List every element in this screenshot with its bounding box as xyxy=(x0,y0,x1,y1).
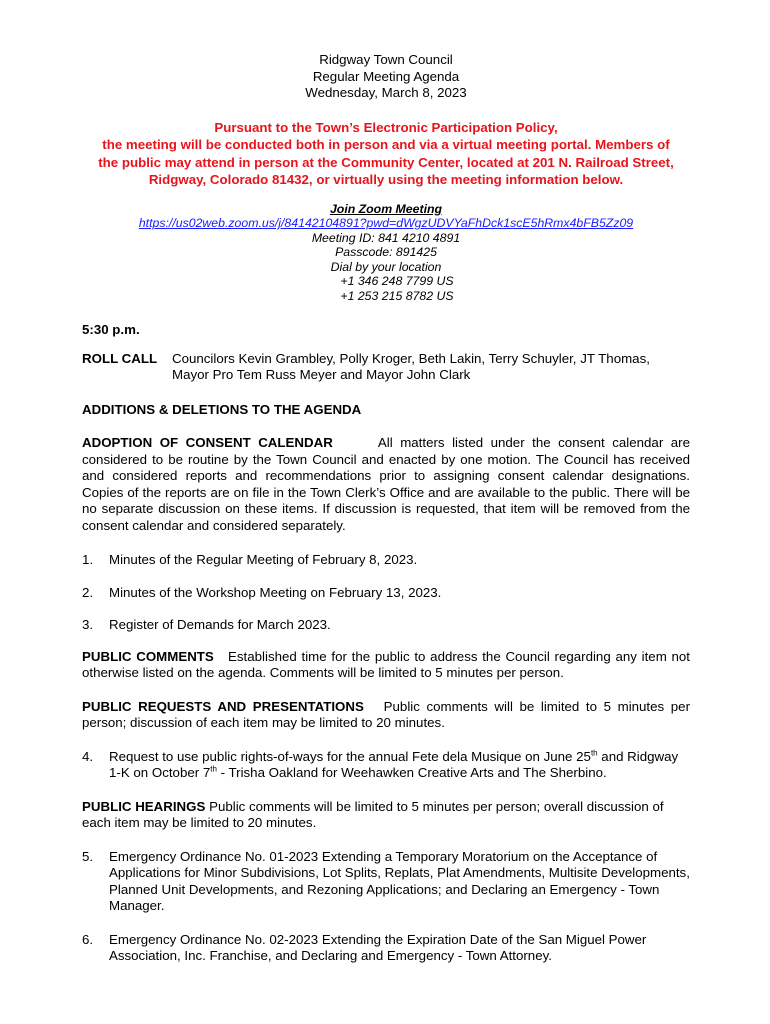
public-hearings-heading: PUBLIC HEARINGS xyxy=(82,798,206,814)
public-comments-heading: PUBLIC COMMENTS xyxy=(82,648,214,664)
roll-call-names: Councilors Kevin Grambley, Polly Kroger, Beth Lakin, Terry Schuyler, JT Thomas, xyxy=(172,350,650,366)
item-number: 2. xyxy=(82,584,94,600)
roll-call-names: Mayor Pro Tem Russ Meyer and Mayor John Clark xyxy=(172,367,471,383)
item-text: Emergency Ordinance No. 01-2023 Extending a Temporary Moratorium on the Acceptance of Applications for Minor Subdivisions, Lot Splits, Replats, Plat Amendments, Multisite Developments, Planned Unit Developments, and Rezoning Applications; and Declaring an Emergency - Town Manager. xyxy=(109,848,690,914)
item-text: Emergency Ordinance No. 02-2023 Extending the Expiration Date of the San Miguel Power Association, Inc. Franchise, and Declaring and Emergency - Town Attorney. xyxy=(109,931,647,964)
org-name: Ridgway Town Council xyxy=(319,52,453,67)
list-item xyxy=(82,585,690,602)
consent-calendar xyxy=(82,435,690,534)
item-text: Minutes of the Workshop Meeting on February 13, 2023. xyxy=(109,584,442,600)
item-number: 5. xyxy=(82,848,94,864)
zoom-heading: Join Zoom Meeting xyxy=(329,201,443,216)
zoom-dial-label: Dial by your location xyxy=(330,259,442,274)
public-requests-heading: PUBLIC REQUESTS AND PRESENTATIONS xyxy=(82,698,364,714)
ordinal-suffix: th xyxy=(590,748,598,758)
list-item xyxy=(82,849,690,915)
item-text-part: - Trisha Oakland for Weehawken Creative Arts and The Sherbino. xyxy=(216,765,607,781)
item-number: 3. xyxy=(82,617,94,633)
list-item xyxy=(82,617,690,634)
roll-call xyxy=(82,351,690,384)
roll-call-label: ROLL CALL xyxy=(82,350,158,366)
public-requests-text: Public comments will be limited to 5 minutes per person; discussion of each item may be limited to 20 minutes. xyxy=(82,698,690,731)
zoom-info xyxy=(82,202,690,304)
meeting-date: Wednesday, March 8, 2023 xyxy=(305,85,467,100)
public-requests xyxy=(82,699,690,732)
item-number: 4. xyxy=(82,748,94,764)
consent-heading: ADOPTION OF CONSENT CALENDAR xyxy=(82,435,333,451)
notice-line: Ridgway, Colorado 81432, or virtually using the meeting information below. xyxy=(148,172,624,187)
item-text: Minutes of the Regular Meeting of February 8, 2023. xyxy=(109,552,418,568)
public-comments xyxy=(82,649,690,682)
item-text xyxy=(109,749,690,782)
item-number: 6. xyxy=(82,931,94,947)
list-item xyxy=(82,552,690,569)
zoom-phone: +1 253 215 8782 US xyxy=(340,289,454,304)
agenda-header xyxy=(82,52,690,102)
list-item xyxy=(82,749,690,782)
item-text: Register of Demands for March 2023. xyxy=(109,617,331,633)
notice-line: the public may attend in person at the Community Center, located at 201 N. Railroad Street, xyxy=(98,154,674,170)
meeting-type: Regular Meeting Agenda xyxy=(312,68,460,84)
public-hearings xyxy=(82,799,690,832)
item-text-part: and Ridgway 1-K on October 7 xyxy=(109,748,679,781)
meeting-time: 5:30 p.m. xyxy=(82,321,140,337)
agenda-page xyxy=(82,52,690,965)
item-text-part: Request to use public rights-of-ways for the annual Fete dela Musique on June 25 xyxy=(109,748,591,764)
ordinal-suffix: th xyxy=(210,764,217,774)
additions-heading: ADDITIONS & DELETIONS TO THE AGENDA xyxy=(82,401,362,417)
item-number: 1. xyxy=(82,552,94,568)
consent-text: All matters listed under the consent calendar are considered to be routine by the Town Council and enacted by one motion. The Council has received and considered reports and recommendations prior to assigning consent calendar designations. Copies of the reports are on file in the Town Clerk’s Office and are available to the public. There will be no separate discussion on these items. If discussion is requested, that item will be removed from the consent calendar and considered separately. xyxy=(82,435,690,533)
zoom-phone: +1 346 248 7799 US xyxy=(340,274,454,289)
notice-line: the meeting will be conducted both in person and via a virtual meeting portal. Members of xyxy=(102,137,670,152)
electronic-participation-notice xyxy=(82,119,690,189)
zoom-meeting-id: Meeting ID: 841 4210 4891 xyxy=(311,230,461,245)
public-comments-text: Established time for the public to address the Council regarding any item not otherwise listed on the agenda. Comments will be limited to 5 minutes per person. xyxy=(82,648,690,681)
public-hearings-text: Public comments will be limited to 5 minutes per person; overall discussion of each item may be limited to 20 minutes. xyxy=(82,798,664,831)
list-item xyxy=(82,932,690,965)
zoom-link[interactable]: https://us02web.zoom.us/j/84142104891?pwd=dWgzUDVYaFhDck1scE5hRmx4bFB5Zz09 xyxy=(138,216,634,231)
notice-line: Pursuant to the Town’s Electronic Participation Policy, xyxy=(214,119,558,135)
zoom-passcode: Passcode: 891425 xyxy=(335,245,437,260)
